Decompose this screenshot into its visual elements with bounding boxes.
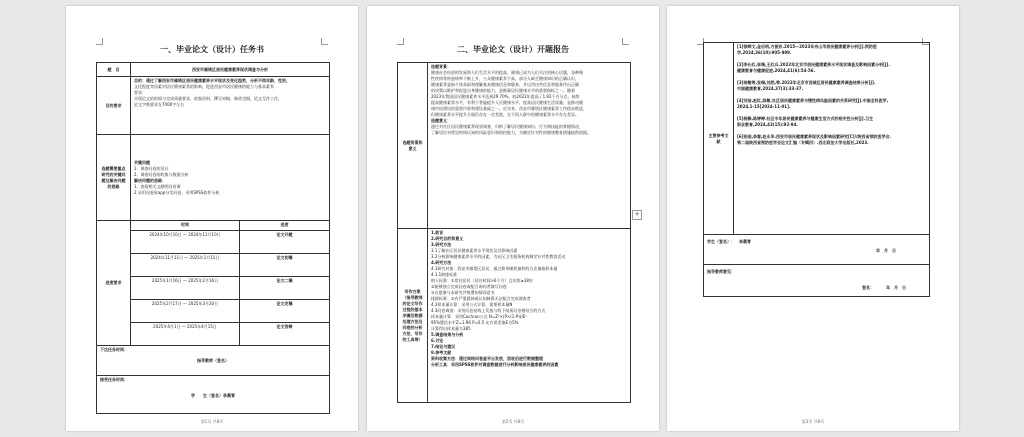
schedule-task: 论文答辩 (240, 323, 330, 346)
document-page-1 (66, 6, 358, 431)
references-table (703, 42, 930, 297)
references-text: [1]徐辉文,金启明,方振东.2015—2023年舟山市居民健康素养分析[J].预防医 学,2024,36(10):905-909. [2]李长红,张瑞,王红兵.2022年北京市居民健康素养水平现状调查及影响因素分析[J]. 健康教育与健康促进,2024,41(6):54-56. [3]胡敏等,张瑞,刘然,等.2022年北京市西城区居民健康素养调查结果分析[J]. 中国健康教育,2024,37(3):33-37. [4]刘洁,赵红,陈敏.社区居民健康素养与慢性病风险因素的关系研究[J].中国全科医学, 2024,1-15[2024-11-01]. [5]杨静,陈婷婷.社区中年居民健康素养与健康生活方式的相关性分析[J].卫生 职业教育,2024,43(15):92-94. [6]张刚,李春,赵永华.西安市居民健康素养现状及影响因素研究[C]//陕西省预防医学会. 第二届陕西省预防医学会论文汇编（专辑四）.西北政法大学出版社,2023. (734, 43, 930, 235)
schedule-task: 论文定稿 (240, 300, 330, 323)
background-text: 选题背景： 健康社会经济的发展和人们生活水平的提高，健康已成为人们关注的核心话题，各种慢 性疾病等的患病率不断上升，公众健康素养不高，部分人缺乏健康知识的正确认识， 健康素养是指个体获取和理解基本健康信息和服务，并运用这些信息和服务作出正确 的决策以维护和促进自身健康的能力，是衡量居民健康水平的重要指标之一。随着 2023年我国居民健康素养水平达到29.70%，较2022年提高了1.92个百分点，持续 提高健康素养水平，有利于普遍提升人民健康水平，提高居民健康生活质量，是推动健 康中国建设的重要内容和建设基础之一。近年来，西安市雁塔区健康素养工作稳步推进， 但健康素养水平提升方面仍存在一定差距，在不同人群中的健康素养水平存在差异。 选题意义： 通过对社区居民健康素养现状调查，归纳了解居民健康知识、行为和技能的掌握情况， 了解居民对常见疾病认知的风险意识和防控能力，为制定针对性的健康教育措施提供依据。 (428, 63, 631, 229)
schedule-header-task: 进度 (240, 221, 330, 231)
progress-label: 进度要求 (97, 221, 131, 346)
background-label: 选题背景和意义 (398, 63, 428, 229)
goal-text: 目的：通过了解西安市雁塔区居民健康素养水平现状及变化趋势，分析不同年龄、性别、 文化程度等因素对居民健康素养的影响，促进西安市居民健康的能力与基本素养 要求： 实现论文的时间与完成质量要求，收集资料、撰写初稿、修改完稿，论文写作工作， 论文字数要求在7000字左右 (131, 77, 330, 135)
schedule-header-time: 时间 (131, 221, 240, 231)
page-footer: 第3页 共8页 (801, 419, 825, 424)
goal-label: 目的要求 (97, 77, 131, 135)
schedule-row (97, 300, 330, 323)
topic-text: 西安市雁塔区居民健康素养现状调查与分析 (131, 63, 330, 77)
student-signature: 学 生（签名）李晨青 (191, 393, 235, 398)
accept-cell: 接受任务时间： 学 生（签名）李晨青 (97, 376, 330, 414)
references-label: 主要参考文献 (704, 43, 734, 235)
add-page-button[interactable]: + (632, 210, 642, 220)
plan-label: 写作方案（指导教师的论文写作过程的基本步骤及数据处理方法及问卷的分析方法，写作的工具等） (398, 229, 428, 403)
student-sign-cell: 学生（签名）： 李晨青 年 月 日 (704, 235, 930, 265)
page-footer: 第2页 共8页 (501, 419, 525, 424)
page-title: 二、毕业论文（设计）开题报告 (457, 45, 569, 54)
schedule-row (97, 323, 330, 346)
advisor-opinion-cell: 指导教师意见： 签名： 年 月 日 (704, 265, 930, 297)
schedule-task: 论文开题 (240, 231, 330, 254)
schedule-row (97, 277, 330, 300)
schedule-time: 2025年2月17日 — 2025年3月20日 (131, 300, 240, 323)
schedule-time: 2025年4月1日 — 2025年4月15日 (131, 323, 240, 346)
schedule-time: 2025年1月16日 — 2025年2月16日 (131, 277, 240, 300)
schedule-row (97, 231, 330, 254)
advisor-signature: 指导教师（签名） (197, 358, 229, 363)
schedule-task: 论文初稿 (240, 254, 330, 277)
document-page-3 (667, 6, 959, 431)
schedule-row (97, 254, 330, 277)
schedule-time: 2024年11月11日 — 2025年1月15日 (131, 254, 240, 277)
problem-label: 选题需要重点研究的关键问题及解决问题的思路 (97, 135, 131, 221)
schedule-task: 论文二稿 (240, 277, 330, 300)
page-footer: 第1页 共8页 (200, 419, 224, 424)
document-page-2 (367, 6, 659, 431)
page-title: 一、毕业论文（设计）任务书 (160, 45, 264, 54)
proposal-table (397, 62, 631, 403)
issue-cell: 下达任务时间： 指导教师（签名） (97, 346, 330, 376)
problem-text: 关键问题 1．调查问卷的设计 2．调查问卷的收集与数据分析 解决问题的思路： 1．查阅相关文献明问卷调 2.采用问卷星app分发问卷，采用SPSS软件分析 (131, 135, 330, 221)
topic-label: 题 目 (97, 63, 131, 77)
schedule-time: 2024年10月10日 — 2024年11月10日 (131, 231, 240, 254)
plan-text: 1.前言 2.研究目的和意义 3.研究方法 3.1了解社区居民健康素养水平现状及其影响因素 3.2分析影响健康素养水平的因素，为社区卫生服务机构制定针对性教育活动 4.研究方法 4.1研究对象：西安市雁塔区居民，通过简单随机抽样的方法抽取样本量 4.1.1纳排标准 纳入标准：①常住居民（居住时间>6个月）且年龄≥18岁 ②能够独立完成问卷或配合询问者填写问卷 ③自愿参与本研究并签署知情同意书 排除标准：①有严重精神或认知障碍无法配合完成调查者 4.2样本量计算：采用公式计算，需要样本量N 4.3问卷调查：采用问卷星线上发放与线下纸质问卷相结合的方式 样本量计算：采用Cochran公式 N=Z²×(P×(1-P))/E² 95%置信水平Z=1.96 P=0.5 允许误差取E为5% 计算得出样本量为385 5.调查结果与分析 6.讨论 7.结论与建议 8.参考文献 资料收集方法：通过网络问卷星平台发放，回收后进行数据整理 分析工具：采用SPSS软件对调查数据进行分析影响居民健康素养的因素 (428, 229, 631, 403)
task-table (96, 62, 330, 414)
